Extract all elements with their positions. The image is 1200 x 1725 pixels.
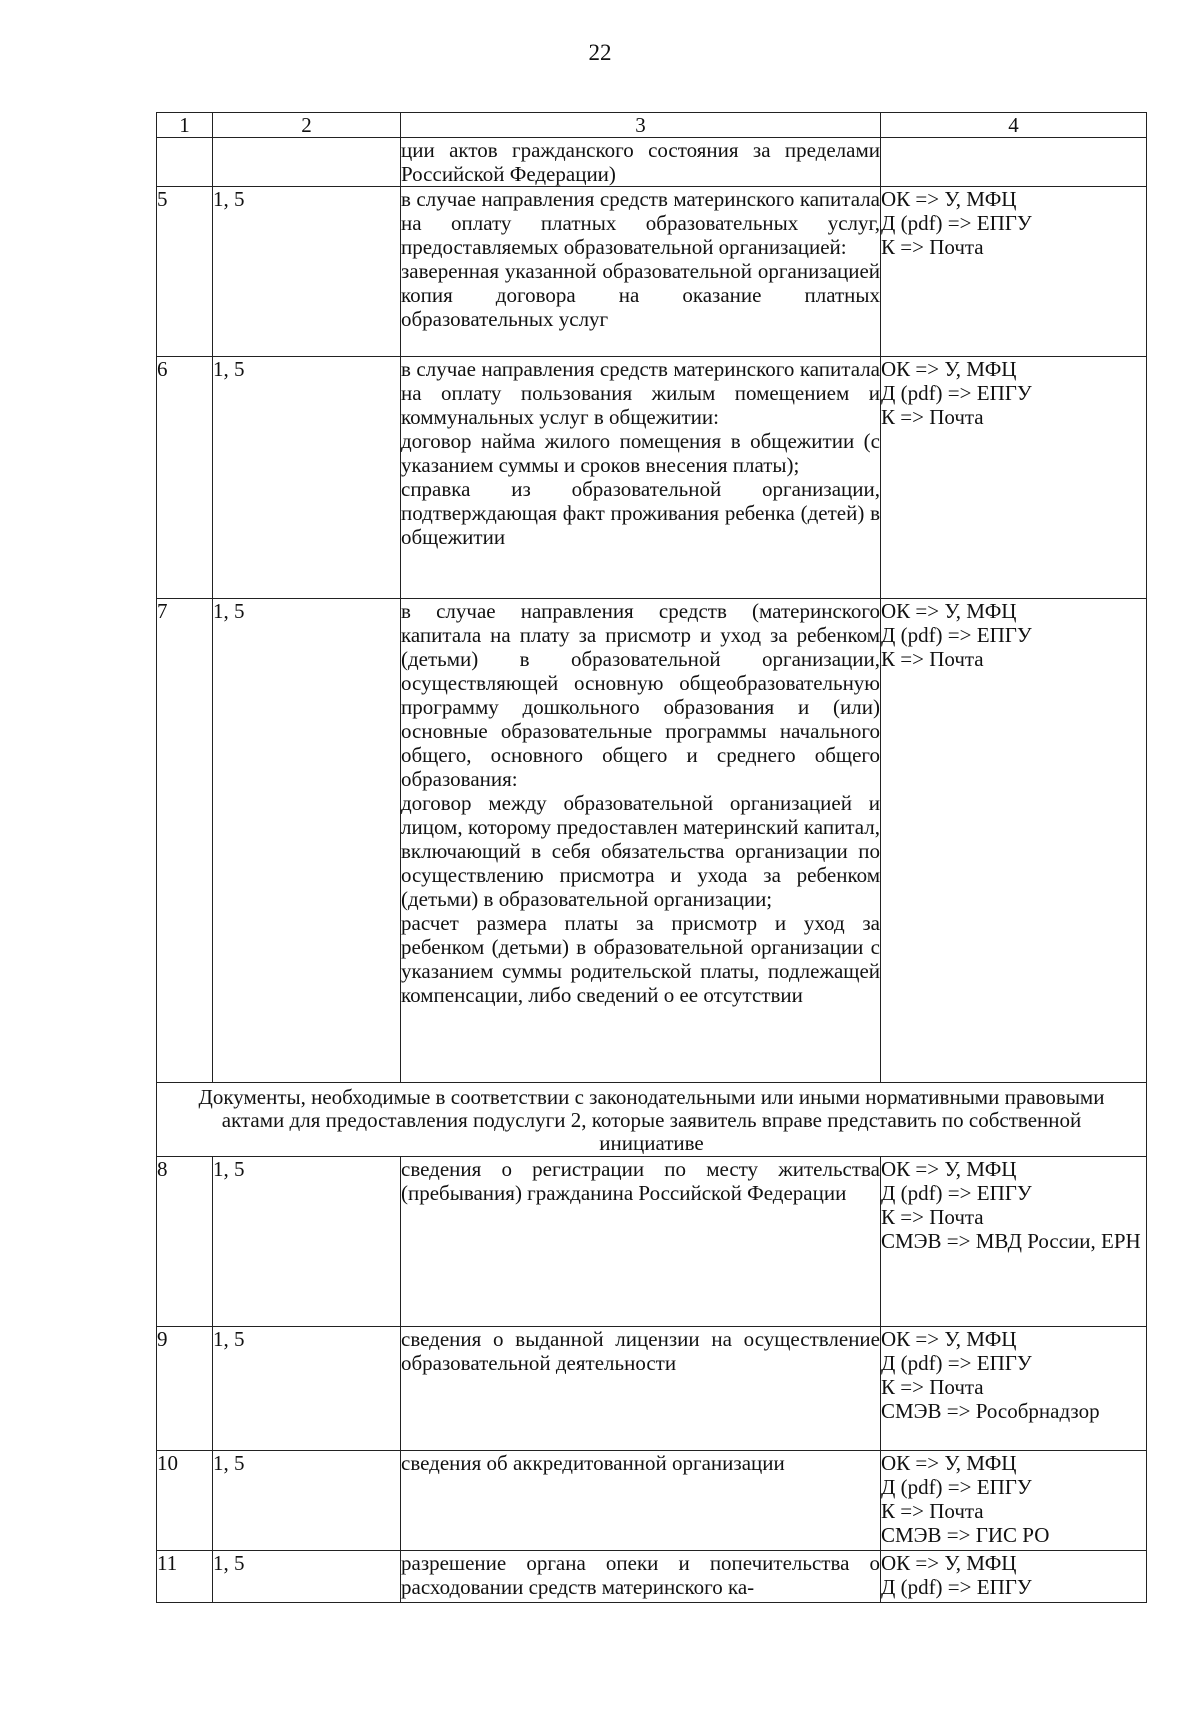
channel-line: ОК => У, МФЦ (881, 599, 1017, 623)
channel-line: ОК => У, МФЦ (881, 1551, 1017, 1575)
channel-line: Д (pdf) => ЕПГУ (881, 1181, 1032, 1205)
channel-line: ОК => У, МФЦ (881, 1157, 1017, 1181)
row-description (401, 599, 881, 1083)
documents-table (156, 112, 1147, 1603)
channel-line: Д (pdf) => ЕПГУ (881, 1475, 1032, 1499)
row-number (157, 138, 213, 187)
row-channels (881, 1327, 1147, 1451)
row-channels (881, 187, 1147, 357)
description-paragraph: расчет размера платы за присмотр и уход за ребенком (детьми) в образовательной организации с указанием суммы родительской платы, подлежащей компенсации, либо сведений о ее отсутствии (401, 911, 880, 1007)
row-description (401, 138, 881, 187)
row-number: 7 (157, 599, 213, 1083)
row-number: 8 (157, 1157, 213, 1327)
channel-line: Д (pdf) => ЕПГУ (881, 623, 1032, 647)
row-channels (881, 1451, 1147, 1551)
channel-line: ОК => У, МФЦ (881, 187, 1017, 211)
channel-line: К => Почта (881, 1375, 984, 1399)
table-row (157, 138, 1147, 187)
channel-line: Д (pdf) => ЕПГУ (881, 211, 1032, 235)
channel-line: К => Почта (881, 235, 984, 259)
description-paragraph: разрешение органа опеки и попечительства о расходовании средств материнского ка- (401, 1551, 880, 1599)
row-number: 5 (157, 187, 213, 357)
row-description (401, 1451, 881, 1551)
row-flag: 1, 5 (213, 1451, 401, 1551)
channel-line: К => Почта (881, 405, 984, 429)
channel-line: К => Почта (881, 1205, 984, 1229)
row-channels (881, 357, 1147, 599)
page-number: 22 (588, 40, 612, 65)
row-channels (881, 1157, 1147, 1327)
table-row (157, 599, 1147, 1083)
row-number: 6 (157, 357, 213, 599)
table-row (157, 1327, 1147, 1451)
table-row (157, 1451, 1147, 1551)
row-number: 10 (157, 1451, 213, 1551)
row-flag: 1, 5 (213, 599, 401, 1083)
description-paragraph: договор между образовательной организацией и лицом, которому предоставлен материнский капитал, включающий в себя обязательства организации по осуществлению присмотра и ухода за ребенком (детьми) в образовательной организации; (401, 791, 880, 911)
row-flag: 1, 5 (213, 1327, 401, 1451)
channel-line: ОК => У, МФЦ (881, 1451, 1017, 1475)
row-channels (881, 138, 1147, 187)
row-flag (213, 138, 401, 187)
channel-line: К => Почта (881, 647, 984, 671)
section-heading: Документы, необходимые в соответствии с законодательными или иными нормативными правовыми актами для предоставления подуслуги 2, которые заявитель вправе представить по собственной инициативе (157, 1083, 1147, 1157)
channel-line: К => Почта (881, 1499, 984, 1523)
section-heading-row (157, 1083, 1147, 1157)
channel-line: Д (pdf) => ЕПГУ (881, 1575, 1032, 1599)
row-flag: 1, 5 (213, 187, 401, 357)
row-description (401, 1327, 881, 1451)
description-paragraph: сведения об аккредитованной организации (401, 1451, 785, 1475)
table-header-row (157, 113, 1147, 138)
description-paragraph: договор найма жилого помещения в общежитии (с указанием суммы и сроков внесения платы); (401, 429, 880, 477)
header-cell: 4 (881, 113, 1147, 138)
row-flag: 1, 5 (213, 1551, 401, 1603)
row-description (401, 187, 881, 357)
row-number: 9 (157, 1327, 213, 1451)
header-cell: 3 (401, 113, 881, 138)
description-paragraph: в случае направления средств материнского капитала на оплату платных образовательных услуг, предоставляемых образовательной организацией: (401, 187, 880, 259)
row-channels (881, 1551, 1147, 1603)
header-cell: 1 (157, 113, 213, 138)
description-paragraph: заверенная указанной образовательной организацией копия договора на оказание платных образовательных услуг (401, 259, 880, 331)
table-row (157, 187, 1147, 357)
channel-line: Д (pdf) => ЕПГУ (881, 381, 1032, 405)
channel-line: ОК => У, МФЦ (881, 1327, 1017, 1351)
row-description (401, 1551, 881, 1603)
row-number: 11 (157, 1551, 213, 1603)
channel-line: СМЭВ => МВД России, ЕРН (881, 1229, 1141, 1253)
row-flag: 1, 5 (213, 357, 401, 599)
row-channels (881, 599, 1147, 1083)
row-flag: 1, 5 (213, 1157, 401, 1327)
description-paragraph: справка из образовательной организации, подтверждающая факт проживания ребенка (детей) в общежитии (401, 477, 880, 549)
header-cell: 2 (213, 113, 401, 138)
description-paragraph: сведения о регистрации по месту жительства (пребывания) гражданина Российской Федерации (401, 1157, 880, 1205)
channel-line: СМЭВ => Рособрнадзор (881, 1399, 1100, 1423)
description-paragraph: сведения о выданной лицензии на осуществление образовательной деятельности (401, 1327, 880, 1375)
description-paragraph: в случае направления средств материнского капитала на оплату пользования жилым помещением и коммунальных услуг в общежитии: (401, 357, 880, 429)
table-row (157, 357, 1147, 599)
channel-line: Д (pdf) => ЕПГУ (881, 1351, 1032, 1375)
row-description (401, 1157, 881, 1327)
channel-line: ОК => У, МФЦ (881, 357, 1017, 381)
description-paragraph: ции актов гражданского состояния за пределами Российской Федерации) (401, 138, 880, 186)
table-row (157, 1551, 1147, 1603)
channel-line: СМЭВ => ГИС РО (881, 1523, 1050, 1547)
table-row (157, 1157, 1147, 1327)
row-description (401, 357, 881, 599)
description-paragraph: в случае направления средств (материнского капитала на плату за присмотр и уход за ребенком (детьми) в образовательной организации, осуществляющей основную общеобразовательную программу дошкольного образования и (или) основные образовательные программы начального общего, основного общего и среднего общего образования: (401, 599, 880, 791)
